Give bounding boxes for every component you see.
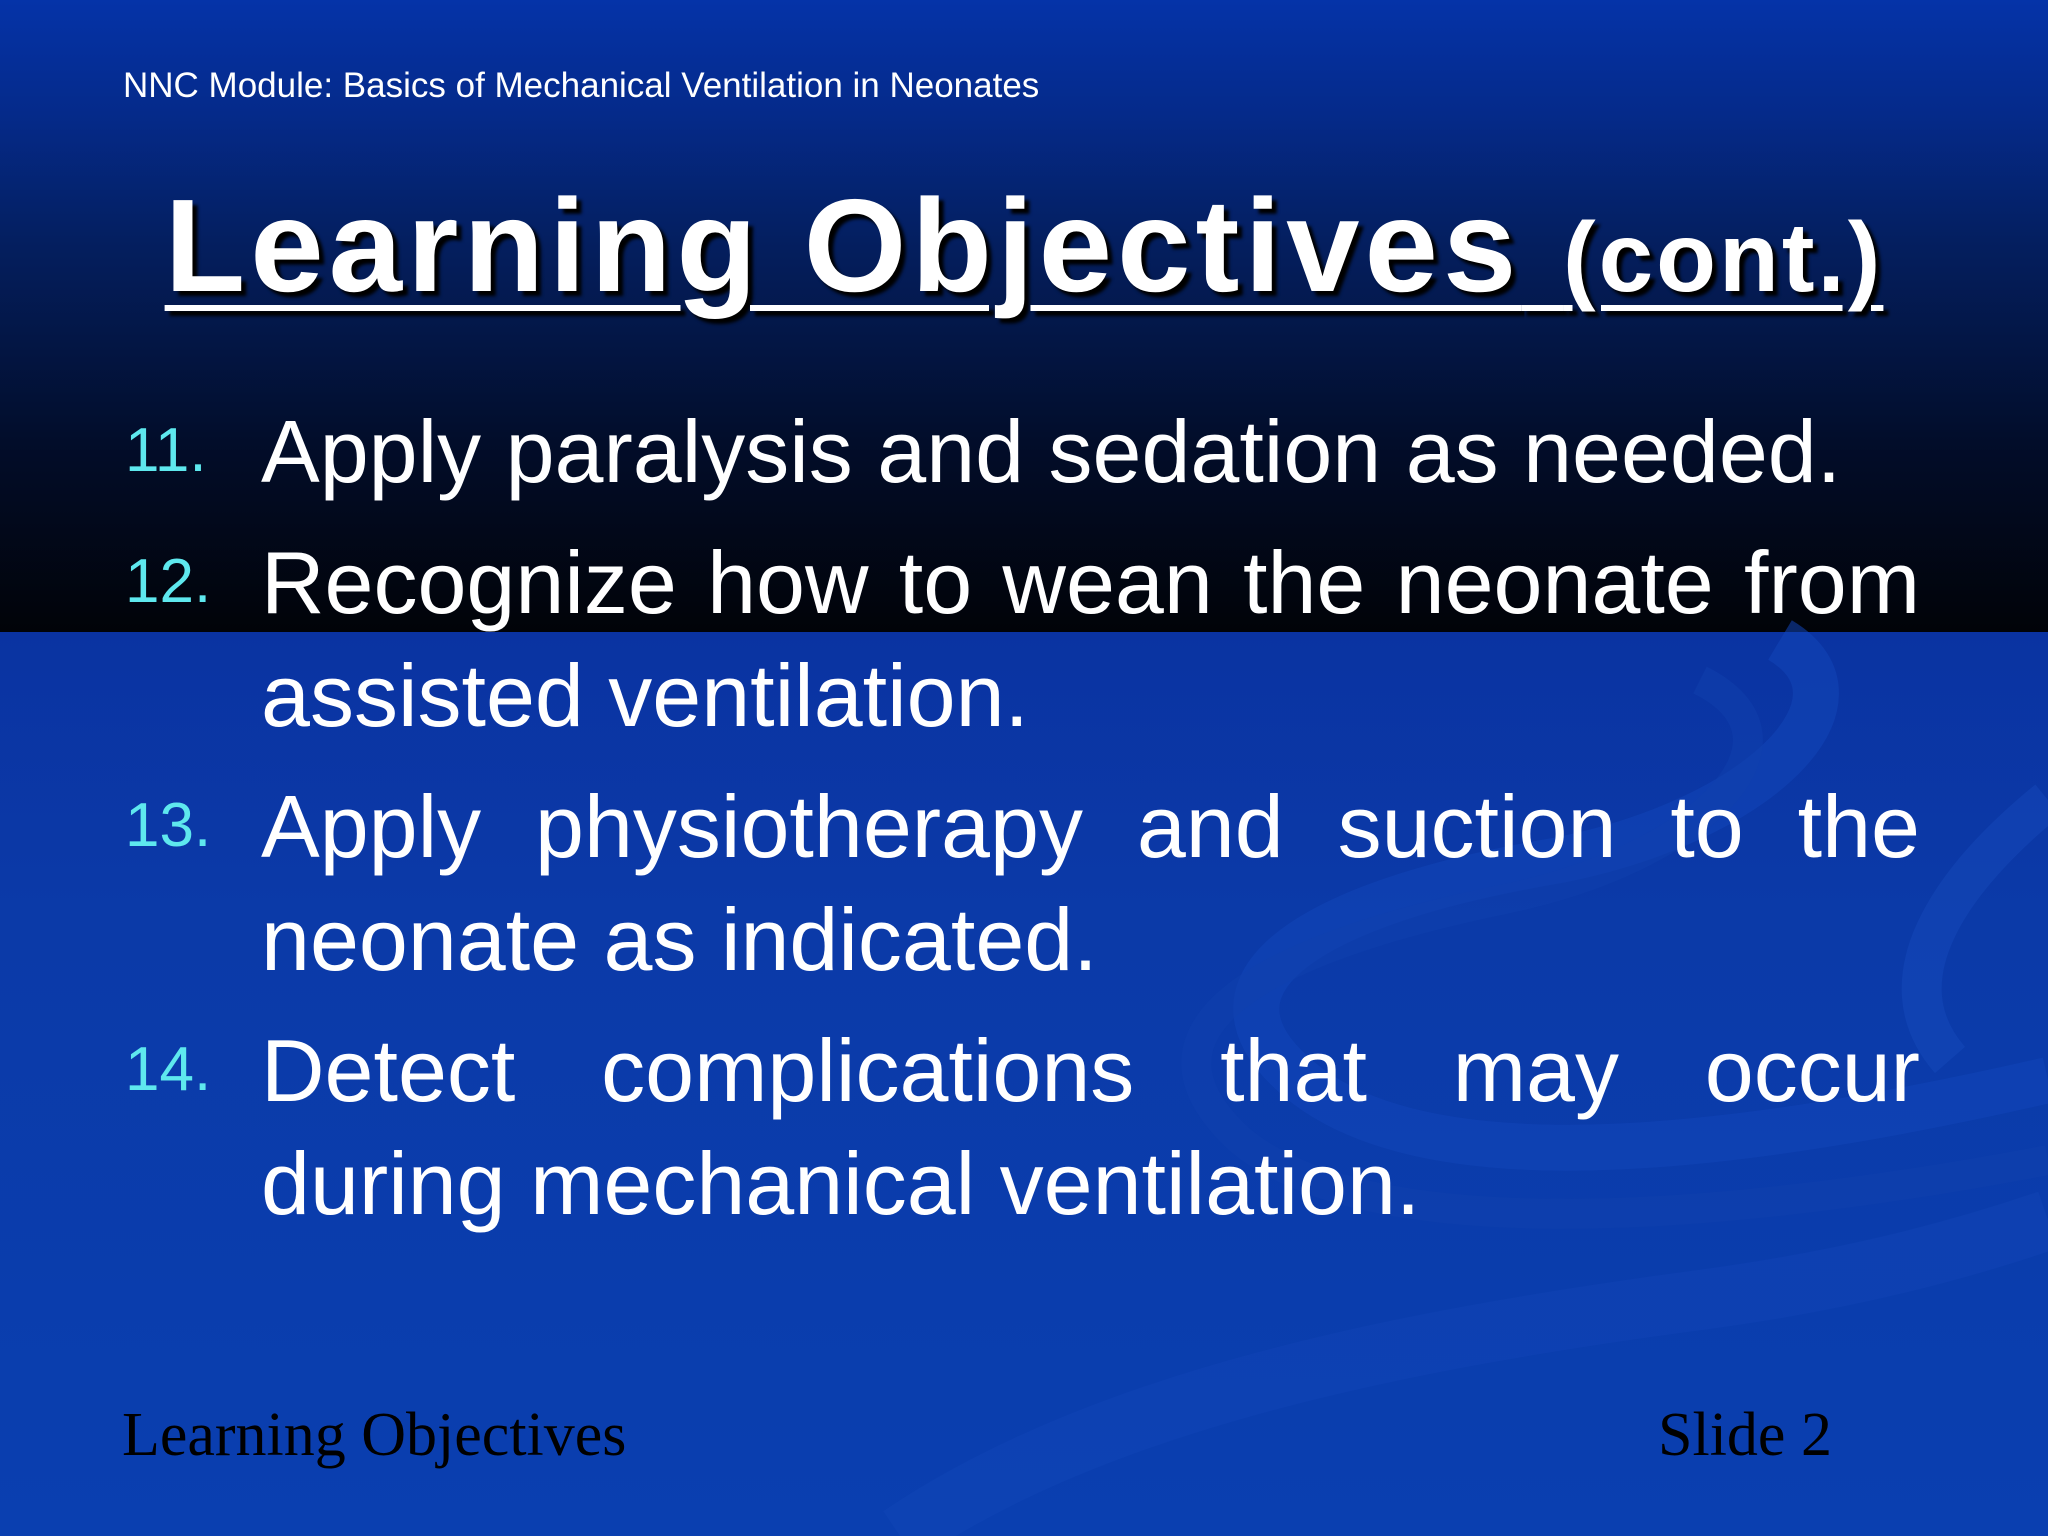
slide-title <box>0 170 2048 321</box>
footer-section-label: Learning Objectives <box>122 1401 627 1469</box>
objective-number: 13. <box>125 791 212 860</box>
objective-number: 12. <box>125 547 212 616</box>
objective-item <box>0 770 2048 996</box>
objective-number: 14. <box>125 1035 212 1104</box>
objective-item <box>0 1014 2048 1240</box>
objective-number: 11. <box>125 416 207 485</box>
objective-item <box>0 395 2048 508</box>
objectives-list <box>0 395 2048 1258</box>
footer-slide-number: Slide 2 <box>1658 1401 1832 1469</box>
slide-title-suffix: (cont.) <box>1563 202 1884 312</box>
objective-text: Recognize how to wean the neonate from assisted ventilation. <box>261 533 1920 745</box>
module-header-note: NNC Module: Basics of Mechanical Ventilation in Neonates <box>123 66 1040 105</box>
slide-title-main: Learning Objectives <box>164 172 1522 319</box>
objective-text: Detect complications that may occur during mechanical ventilation. <box>261 1021 1920 1233</box>
slide-title-gap <box>1521 172 1563 319</box>
objective-item <box>0 526 2048 752</box>
objective-text: Apply physiotherapy and suction to the neonate as indicated. <box>261 777 1920 989</box>
objective-text: Apply paralysis and sedation as needed. <box>261 402 1842 501</box>
